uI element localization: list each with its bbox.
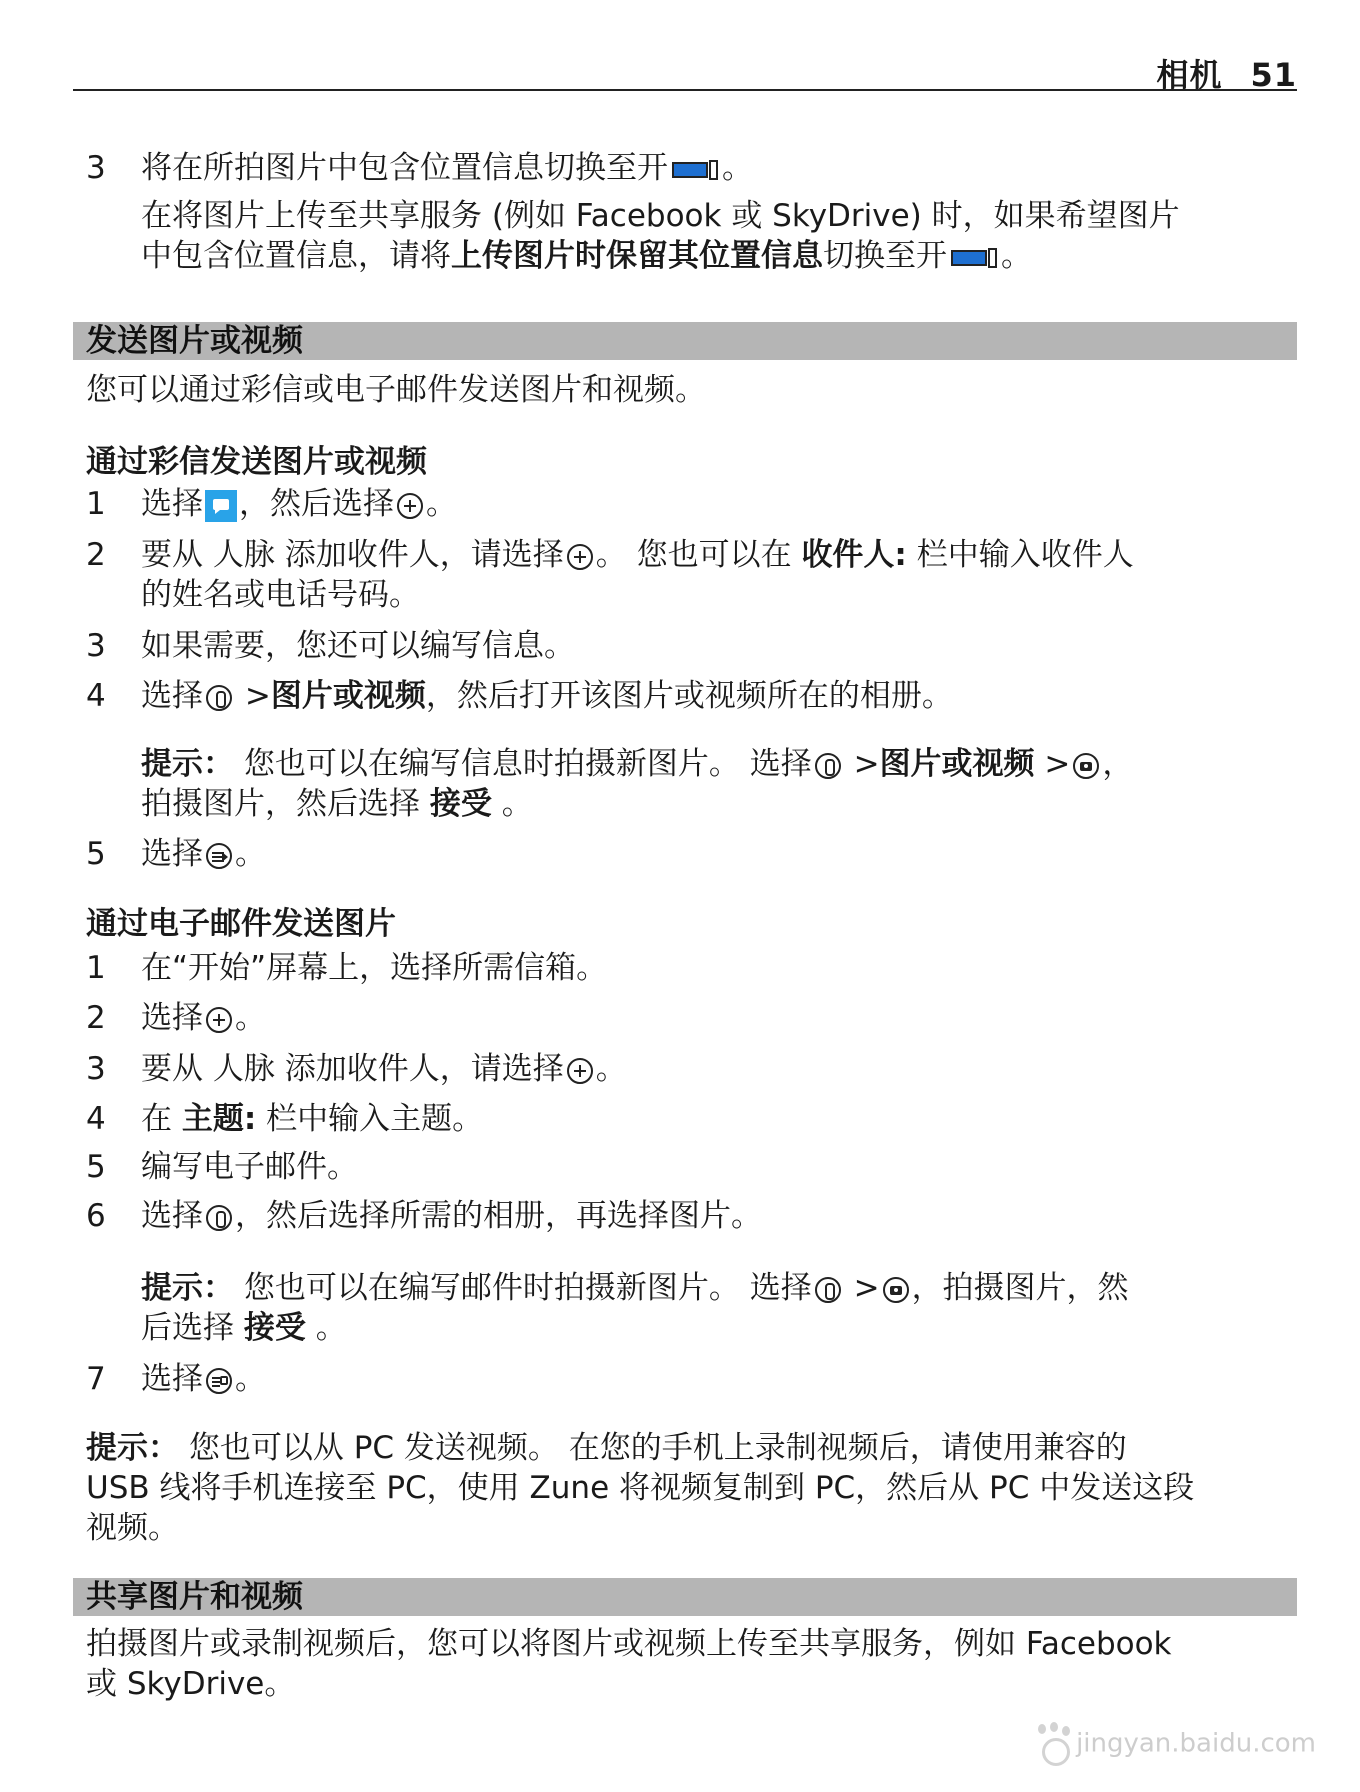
subsection-heading: 通过彩信发送图片或视频: [86, 444, 427, 480]
step-number: 3: [86, 628, 106, 664]
step-number: 3: [86, 150, 106, 186]
step-text: 选择 。: [141, 1361, 266, 1397]
step-number: 4: [86, 1101, 106, 1137]
section-title: 共享图片和视频: [86, 1579, 303, 1615]
attach-icon: [815, 1277, 841, 1303]
step-text: 选择 >图片或视频，然后打开该图片或视频所在的相册。: [141, 678, 953, 714]
step-text: 要从 人脉 添加收件人，请选择 。: [141, 1051, 627, 1087]
attach-icon: [206, 685, 232, 711]
tip-text: 后选择 接受 。: [141, 1310, 347, 1346]
paragraph-line: 中包含位置信息，请将上传图片时保留其位置信息切换至开 。: [141, 238, 1032, 274]
tip-text: 视频。: [86, 1510, 179, 1546]
section-bar: [73, 1578, 1297, 1616]
step-number: 6: [86, 1198, 106, 1234]
step-number: 1: [86, 486, 106, 522]
section-intro: 您可以通过彩信或电子邮件发送图片和视频。: [86, 372, 706, 408]
subsection-heading: 通过电子邮件发送图片: [86, 906, 396, 942]
step-number: 1: [86, 950, 106, 986]
tip-label: 提示：: [86, 1430, 179, 1466]
paragraph-line: 在将图片上传至共享服务 (例如 Facebook 或 SkyDrive) 时，如果希望图片: [141, 198, 1180, 234]
step-text: 在“开始”屏幕上，选择所需信箱。: [141, 950, 608, 986]
paragraph-line: 拍摄图片或录制视频后，您可以将图片或视频上传至共享服务，例如 Facebook: [86, 1626, 1172, 1662]
header-section: 相机: [1156, 56, 1223, 94]
step-text: 选择 。: [141, 1000, 266, 1036]
camera-icon: [1073, 753, 1099, 779]
paragraph-line: 或 SkyDrive。: [86, 1666, 296, 1702]
add-icon: [206, 1007, 232, 1033]
page-header: [73, 50, 1297, 94]
step-number: 3: [86, 1051, 106, 1087]
send-icon: [206, 843, 232, 869]
section-title: 发送图片或视频: [86, 323, 303, 359]
section-bar: [73, 322, 1297, 360]
step-text: 在 主题: 栏中输入主题。: [141, 1101, 484, 1137]
step-text: 要从 人脉 添加收件人，请选择 。 您也可以在 收件人: 栏中输入收件人: [141, 537, 1134, 573]
step-text: 选择 ，然后选择 。: [141, 486, 457, 522]
step-text: 如果需要，您还可以编写信息。: [141, 628, 575, 664]
add-icon: [567, 544, 593, 570]
page-number: 51: [1250, 56, 1297, 94]
step-number: 5: [86, 1149, 106, 1185]
add-icon: [567, 1058, 593, 1084]
add-icon: [397, 493, 423, 519]
step-number: 2: [86, 1000, 106, 1036]
step-number: 2: [86, 537, 106, 573]
tip-text: 提示： 您也可以从 PC 发送视频。 在您的手机上录制视频后，请使用兼容的: [86, 1430, 1127, 1466]
camera-icon: [883, 1277, 909, 1303]
messaging-tile-icon: [205, 490, 237, 522]
tip-text: 提示： 您也可以在编写邮件时拍摄新图片。 选择 > ，拍摄图片，然: [141, 1270, 1129, 1306]
watermark-text: jingyan.baidu.com: [1076, 1728, 1316, 1759]
step-text: 编写电子邮件。: [141, 1149, 358, 1185]
step-number: 5: [86, 836, 106, 872]
step-text: 将在所拍图片中包含位置信息切换至开 。: [141, 150, 753, 186]
tip-text: 拍摄图片，然后选择 接受 。: [141, 786, 533, 822]
step-text: 的姓名或电话号码。: [141, 577, 420, 613]
step-text: 选择 。: [141, 836, 266, 872]
tip-text: USB 线将手机连接至 PC，使用 Zune 将视频复制到 PC，然后从 PC 中发送这段: [86, 1470, 1195, 1506]
attach-icon: [815, 753, 841, 779]
header-title: [1156, 50, 1297, 96]
step-number: 7: [86, 1361, 106, 1397]
toggle-on-icon: [672, 160, 718, 180]
send-mail-icon: [206, 1368, 232, 1394]
tip-text: 提示： 您也可以在编写信息时拍摄新图片。 选择 >图片或视频 > ，: [141, 746, 1134, 782]
step-number: 4: [86, 678, 106, 714]
toggle-on-icon: [951, 248, 997, 268]
baidu-paw-icon: [1028, 1722, 1076, 1766]
attach-icon: [206, 1205, 232, 1231]
step-text: 选择 ，然后选择所需的相册，再选择图片。: [141, 1198, 762, 1234]
tip-label: 提示：: [141, 746, 234, 782]
watermark: [1028, 1722, 1316, 1766]
tip-label: 提示：: [141, 1270, 234, 1306]
